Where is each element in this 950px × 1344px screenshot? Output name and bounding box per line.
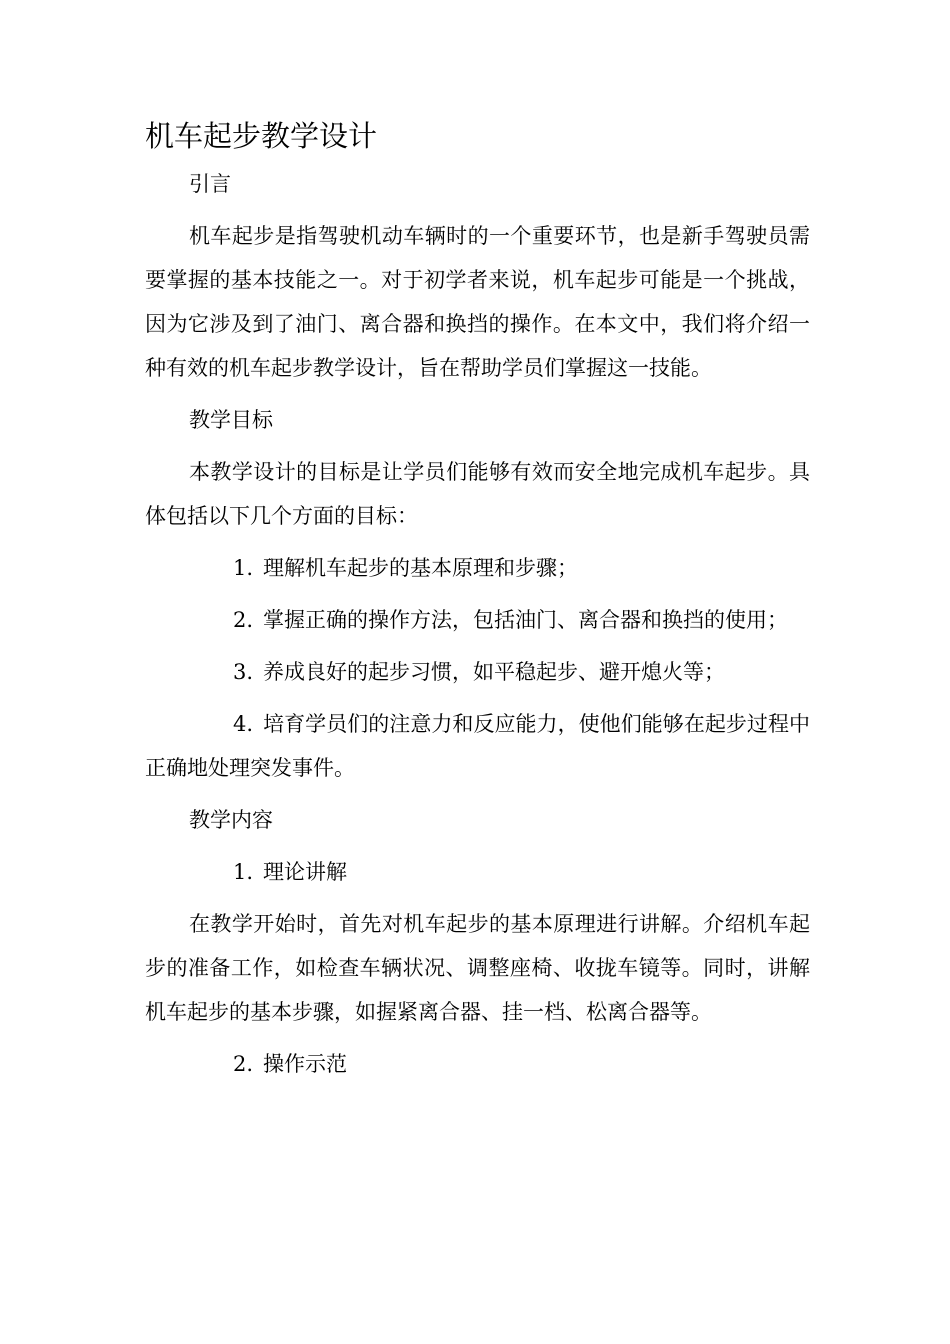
content-item-2 [145,1042,810,1086]
goal-item-3 [145,650,810,694]
goal-item-number: 1. [233,556,254,580]
document-body [145,112,810,1094]
content-item-1 [145,850,810,894]
goal-item-text: 理解机车起步的基本原理和步骤； [263,556,579,580]
content-item-text: 理论讲解 [263,860,348,884]
goal-item-4 [145,702,810,790]
document-title: 机车起步教学设计 [145,119,378,153]
section-heading-introduction: 引言 [189,172,231,196]
goal-item-1 [145,546,810,590]
paragraph-introduction: 机车起步是指驾驶机动车辆时的一个重要环节，也是新手驾驶员需要掌握的基本技能之一。对于初学者来说，机车起步可能是一个挑战，因为它涉及到了油门、离合器和换挡的操作。在本文中，我们将介绍一种有效的机车起步教学设计，旨在帮助学员们掌握这一技能。 [145,224,810,380]
goal-item-number: 3. [233,660,254,684]
content-item-number: 2. [233,1052,254,1076]
goal-item-text: 培育学员们的注意力和反应能力，使他们能够在起步过程中正确地处理突发事件。 [145,712,810,780]
content-item-number: 1. [233,860,254,884]
section-heading-content: 教学内容 [189,808,273,832]
goal-item-text: 养成良好的起步习惯，如平稳起步、避开熄火等； [263,660,726,684]
goal-item-2 [145,598,810,642]
goal-item-text: 掌握正确的操作方法，包括油门、离合器和换挡的使用； [263,608,789,632]
content-item-text: 操作示范 [263,1052,348,1076]
paragraph-theory: 在教学开始时，首先对机车起步的基本原理进行讲解。介绍机车起步的准备工作，如检查车辆状况、调整座椅、收拢车镜等。同时，讲解机车起步的基本步骤，如握紧离合器、挂一档、松离合器等。 [145,912,810,1024]
section-heading-goals: 教学目标 [189,408,273,432]
goal-item-number: 2. [233,608,254,632]
goal-item-number: 4. [233,712,254,736]
paragraph-goals: 本教学设计的目标是让学员们能够有效而安全地完成机车起步。具体包括以下几个方面的目标： [145,460,810,528]
